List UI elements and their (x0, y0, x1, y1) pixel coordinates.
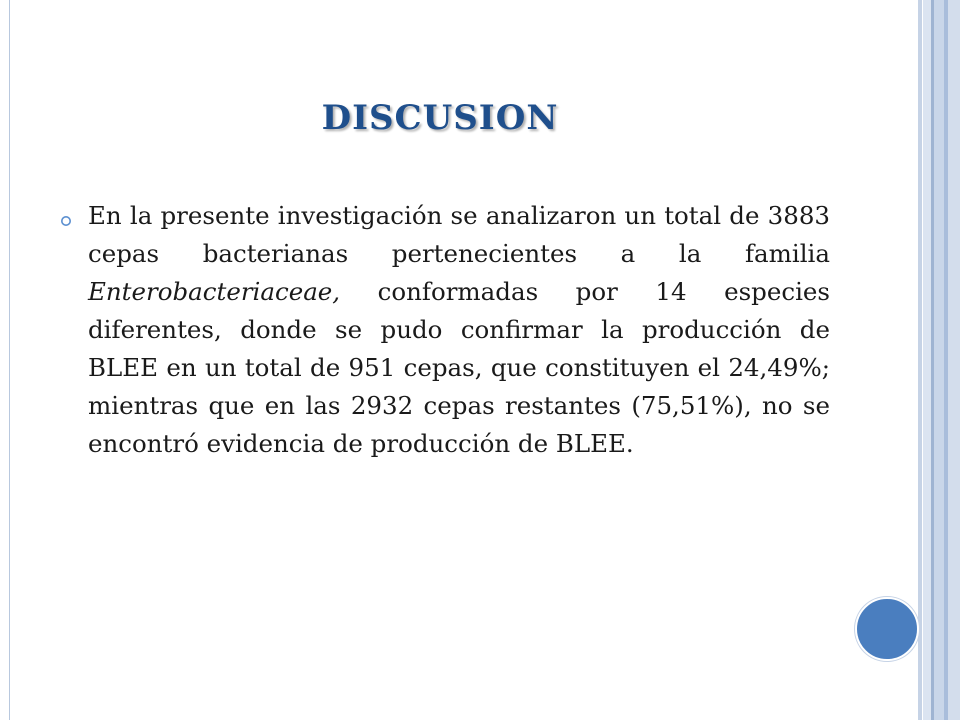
bullet-item (60, 197, 830, 463)
ring-bullet-icon (60, 215, 72, 227)
decorative-circle (855, 597, 919, 661)
paragraph-text-end: conformadas por 14 especies diferentes, donde se pudo confirmar la producción de BLEE en un total de 951 cepas, que constituyen el 24,49%; mientras que en las 2932 cepas restantes (75,51%), no se encontró evidencia de producción de BLEE. (88, 277, 830, 458)
bullet-paragraph (88, 197, 830, 463)
right-decorative-bar (918, 0, 922, 720)
right-decorative-bar (934, 0, 944, 720)
paragraph-text-start: En la presente investigación se analizaron un total de 3883 cepas bacterianas pertenecientes a la familia (88, 201, 830, 268)
slide-body (60, 197, 830, 463)
right-decorative-bar (948, 0, 960, 720)
slide-title: DISCUSION (321, 98, 559, 138)
right-decorative-bar (923, 0, 931, 720)
paragraph-italic-term: Enterobacteriaceae, (88, 277, 341, 306)
